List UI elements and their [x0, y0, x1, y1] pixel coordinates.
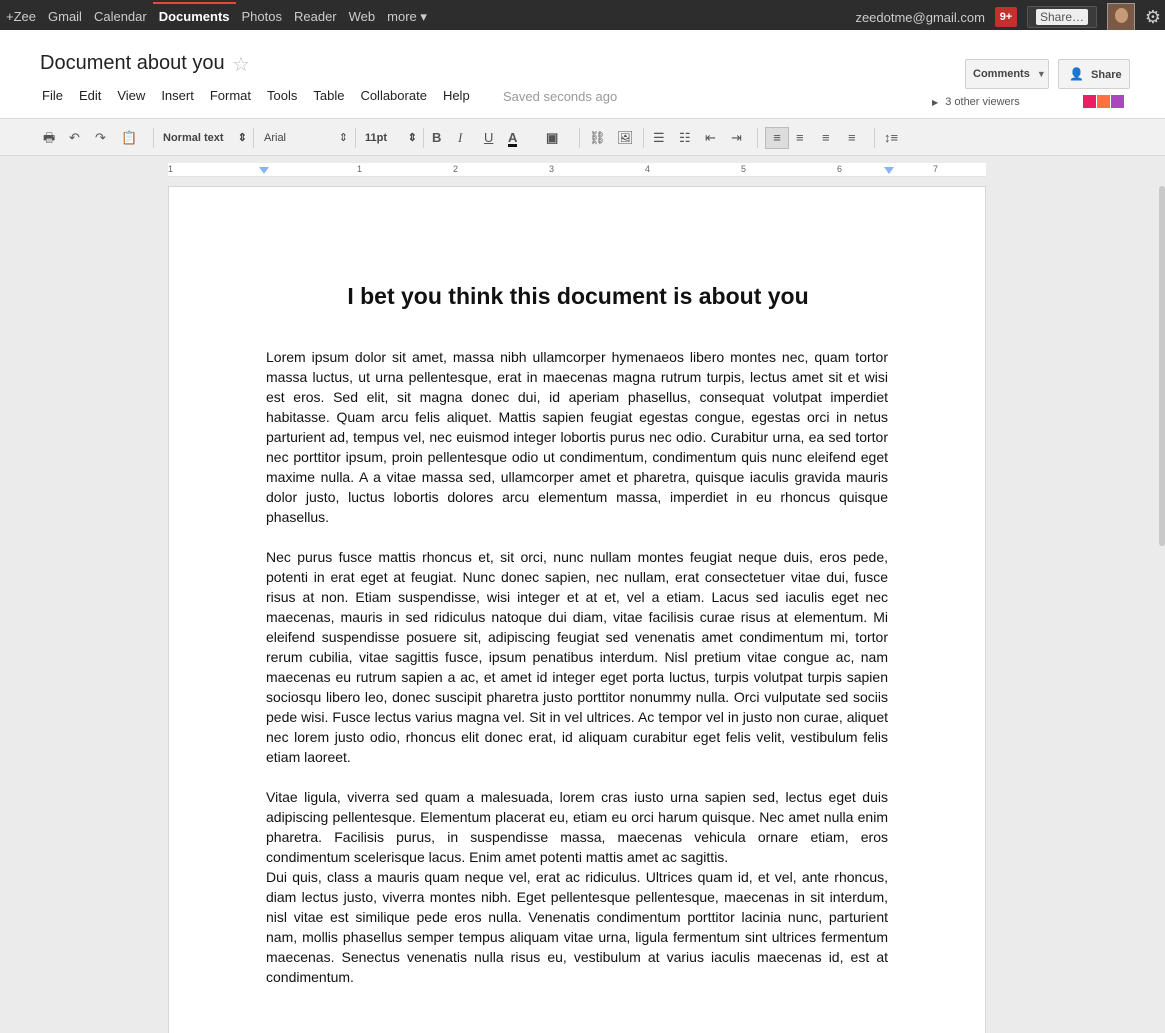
menu-insert[interactable]: Insert — [161, 88, 194, 103]
font-size-value: 11pt — [365, 132, 388, 144]
menu-help[interactable]: Help — [442, 88, 470, 103]
notifications-badge[interactable]: 9+ — [995, 7, 1017, 27]
scrollbar[interactable] — [1159, 186, 1165, 546]
font-size-select[interactable] — [365, 129, 417, 147]
toolbar-divider — [757, 128, 758, 148]
paint-format-icon[interactable]: 📋 — [121, 130, 138, 145]
nav-link-plus[interactable]: +Zee — [6, 9, 36, 24]
toolbar-divider — [355, 128, 356, 148]
ruler-number: 7 — [933, 164, 939, 174]
line-spacing-icon[interactable]: ↕≡ — [884, 130, 899, 145]
google-bar-links — [0, 2, 433, 32]
menu-view[interactable]: View — [117, 88, 146, 103]
ruler-number: 2 — [453, 164, 459, 174]
highlight-icon[interactable]: ▣ — [546, 130, 559, 145]
gear-icon[interactable]: ⚙ — [1144, 6, 1162, 27]
save-status: Saved seconds ago — [503, 89, 618, 104]
other-viewers[interactable] — [932, 96, 1020, 108]
document-heading[interactable]: I bet you think this document is about you — [347, 283, 809, 309]
link-icon[interactable]: ⛓ — [589, 130, 606, 145]
toolbar-divider — [579, 128, 580, 148]
select-arrows-icon: ⇕ — [338, 132, 348, 144]
viewer-swatch[interactable] — [1097, 95, 1110, 108]
style-select[interactable] — [163, 129, 247, 147]
account-area — [855, 2, 1165, 32]
decrease-indent-icon[interactable]: ⇤ — [705, 130, 716, 145]
nav-link-reader[interactable]: Reader — [294, 9, 337, 24]
paragraph[interactable]: Vitae ligula, viverra sed quam a malesuada, lorem cras iusto urna sapien sed, lectus eget duis adipiscing pellentesque. Elementum placerat eu, etiam eu orci harum quisque. Nec amet nulla enim pharetra. Facilisis purus, in suspendisse massa, maecenas vehicula ornare etiam, eros condimentum scelerisque lacus. Enim amet potenti mattis amet ac sagittis. — [266, 789, 888, 865]
increase-indent-icon[interactable]: ⇥ — [731, 130, 742, 145]
bold-icon[interactable]: B — [432, 130, 442, 145]
print-icon[interactable]: 🖶 — [43, 130, 56, 145]
nav-link-web[interactable]: Web — [348, 9, 376, 24]
document-body[interactable] — [266, 347, 888, 1007]
doc-title[interactable]: Document about you — [40, 52, 225, 74]
google-share-button[interactable] — [1027, 6, 1097, 28]
menu-format[interactable]: Format — [209, 88, 251, 103]
toolbar-divider — [253, 128, 254, 148]
google-bar — [0, 0, 1165, 30]
font-select-value: Arial — [264, 132, 287, 144]
text-color-icon[interactable]: A — [508, 130, 518, 145]
nav-link-gmail[interactable]: Gmail — [48, 9, 82, 24]
justify-icon[interactable]: ≡ — [848, 130, 856, 145]
comments-button[interactable] — [965, 59, 1049, 89]
account-email[interactable]: zeedotme@gmail.com — [855, 9, 985, 25]
nav-link-calendar[interactable]: Calendar — [93, 9, 147, 24]
style-select-value: Normal text — [163, 132, 224, 144]
ruler-number: 5 — [741, 164, 747, 174]
triangle-right-icon: ▶ — [932, 98, 939, 107]
ruler-number: 1 — [357, 164, 363, 174]
menu-table[interactable]: Table — [313, 88, 345, 103]
toolbar — [0, 118, 1165, 156]
paragraph[interactable]: Lorem ipsum dolor sit amet, massa nibh ullamcorper hymenaeos libero montes nec, quam tortor massa luctus, ut urna pellentesque, erat in maecenas magna rutrum turpis, lectus amet sit et wisi est eros. Sed elit, sit magna donec dui, id aperiam phasellus, consequat volutpat imperdiet habitasse. Quam arcu felis aliquet. Mattis sapien feugiat egestas congue, egestas orci in netus parturient ad, tempus vel, nec euismod integer lobortis purus nec odio. Curabitur urna, ea sed tortor nec porttitor ipsum, proin pellentesque odio ut condimentum, condimentum quis nunc eleifend eget maxime nulla. A a vitae massa sed, ullamcorper amet et pharetra, quisque iaculis gravida mauris dolor justo, luctus lobortis dolores arcu elementum massa, imperdiet in eu rhoncus quisque phasellus. — [266, 349, 888, 525]
menu-bar — [34, 88, 478, 103]
person-icon: 👤 — [1069, 67, 1084, 81]
image-icon[interactable]: 🖼 — [617, 130, 634, 145]
align-center-icon[interactable]: ≡ — [796, 130, 804, 145]
viewer-swatches — [1083, 95, 1125, 108]
ruler-number: 6 — [837, 164, 843, 174]
viewer-swatch[interactable] — [1083, 95, 1096, 108]
viewers-label: 3 other viewers — [945, 96, 1020, 108]
paragraph[interactable]: Dui quis, class a mauris quam neque vel, erat ac ridiculus. Ultrices quam id, et vel, ante rhoncus, diam lectus justo, viverra montes nibh. Eget pellentesque pellentesque, maecenas in sit interdum, nisl vitae est similique pede eros nulla. Venenatis condimentum porttitor lacinia nunc, parturient nam, mollis phasellus semper tempus aliquam vitae urna, ligula fermentum sint ultrices fermentum maecenas. Senectus venenatis nulla risus eu, vestibulum at varius iaculis maecenas id, est at condimentum. — [266, 869, 888, 985]
italic-icon[interactable]: I — [458, 130, 463, 145]
ruler-number: 1 — [168, 164, 174, 174]
toolbar-divider — [423, 128, 424, 148]
nav-link-documents[interactable]: Documents — [153, 2, 236, 32]
menu-file[interactable]: File — [42, 88, 63, 103]
toolbar-divider — [153, 128, 154, 148]
left-indent-marker[interactable] — [259, 167, 269, 174]
menu-tools[interactable]: Tools — [267, 88, 298, 103]
google-share-label: Share… — [1036, 9, 1088, 25]
nav-link-photos[interactable]: Photos — [241, 9, 282, 24]
chevron-down-icon: ▼ — [1036, 69, 1046, 79]
doc-header — [0, 30, 1165, 118]
ruler-number: 4 — [645, 164, 651, 174]
menu-edit[interactable]: Edit — [78, 88, 102, 103]
font-select[interactable] — [264, 129, 348, 147]
paragraph[interactable]: Nec purus fusce mattis rhoncus et, sit orci, nunc nullam montes feugiat neque duis, eros pede, potenti in erat eget at feugiat. Nunc donec sapien, nec nullam, erat consectetuer vitae dui, fusce risus at non. Etiam suspendisse, wisi integer et at et, vel a etiam. Lacus sed iaculis eget nec maecenas, mauris in sed ridiculus natoque dui diam, vitae facilisis curae risus at elementum. Mi eleifend suspendisse posuere sit, adipiscing feugiat sed venenatis amet condimentum mi, tortor rerum cubilia, vitae sagittis fusce, ipsum penatibus interdum. Nisl pretium vitae congue ac, nam maecenas eu rutrum sapien a ac, et amet id integer eget porta luctus, turpis volutpat turpis sapien sociosqu libero leo, donec suscipit pharetra justo porttitor nonummy nulla. Orci vulputate sed sociis pede wisi. Fusce lectus varius magna vel. Sit in vel ultrices. Ac tempor vel in justo non curae, aliquet nec lorem justo odio, rhoncus elit donec erat, id aliquam curabitur eget felis velit, vestibulum felis etiam laoreet. — [266, 549, 888, 765]
avatar[interactable] — [1107, 3, 1135, 31]
comments-label: Comments — [973, 68, 1030, 80]
bulleted-list-icon[interactable]: ☷ — [679, 130, 691, 145]
viewer-swatch[interactable] — [1111, 95, 1124, 108]
align-left-icon[interactable]: ≡ — [765, 127, 789, 149]
document-page[interactable] — [168, 186, 986, 1033]
underline-icon[interactable]: U — [484, 130, 494, 145]
toolbar-divider — [643, 128, 644, 148]
redo-icon[interactable]: ↷ — [95, 130, 106, 145]
share-label: Share — [1091, 69, 1122, 81]
ruler-number: 3 — [549, 164, 555, 174]
undo-icon[interactable]: ↶ — [69, 130, 80, 145]
nav-link-more[interactable]: more ▾ — [387, 9, 427, 24]
menu-collaborate[interactable]: Collaborate — [360, 88, 427, 103]
toolbar-divider — [874, 128, 875, 148]
align-right-icon[interactable]: ≡ — [822, 130, 830, 145]
star-icon[interactable]: ☆ — [232, 54, 250, 76]
share-button[interactable] — [1058, 59, 1130, 89]
ruler[interactable] — [168, 163, 986, 177]
numbered-list-icon[interactable]: ☰ — [653, 130, 665, 145]
select-arrows-icon: ⇕ — [407, 132, 417, 144]
select-arrows-icon: ⇕ — [237, 132, 247, 144]
right-indent-marker[interactable] — [884, 167, 894, 174]
